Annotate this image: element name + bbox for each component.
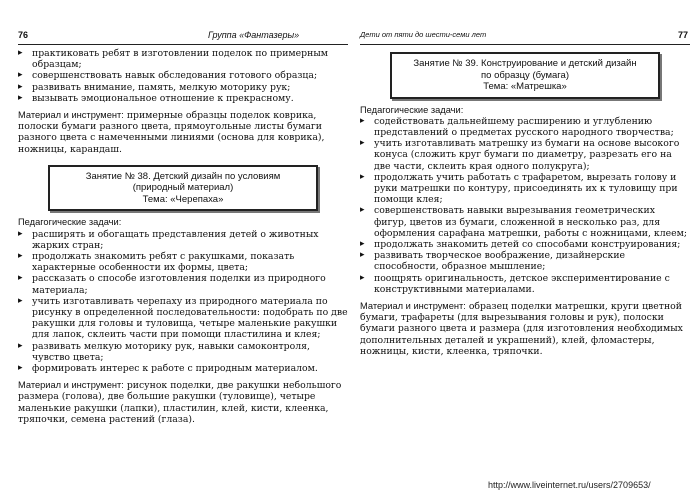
left-tasks-list xyxy=(18,229,348,375)
left-tasks-heading: Педагогические задачи: xyxy=(18,217,122,228)
list-item: ▸ расширять и обогащать представления детей о животных жарких стран; xyxy=(18,229,348,251)
list-item: ▸ рассказать о способе изготовления поделки из природного материала; xyxy=(18,273,348,295)
list-item: ▸ развивать внимание, память, мелкую моторику рук; xyxy=(18,82,348,93)
list-item: ▸ продолжать знакомить детей со способами конструирования; xyxy=(360,239,690,250)
list-item: ▸ совершенствовать навык обследования готового образца; xyxy=(18,70,348,81)
right-materials-paragraph xyxy=(360,301,690,357)
list-item: ▸ продолжать учить работать с трафаретом, вырезать голову и руки матрешки по контуру, присоединять их к туловищу при помощи клея; xyxy=(360,172,690,206)
list-item: ▸ учить изготавливать черепаху из природного материала по рисунку в определенной последовательности: подобрать по две ракушки для головы и туловища, четыре маленькие ракушки для лапок, склеить части при помощи пластилина и клея; xyxy=(18,296,348,341)
lesson-title-line: Тема: «Матрешка» xyxy=(483,81,567,92)
lesson-38-title-box xyxy=(48,165,318,212)
left-page xyxy=(18,0,348,494)
list-item: ▸ практиковать ребят в изготовлении поделок по примерным образцам; xyxy=(18,48,348,70)
list-item: ▸ вызывать эмоциональное отношение к прекрасному. xyxy=(18,93,348,104)
lesson-title-line: Занятие № 38. Детский дизайн по условиям xyxy=(85,170,281,182)
left-bullet-list-top xyxy=(18,48,348,104)
left-page-content xyxy=(18,48,348,425)
right-page-number: 77 xyxy=(677,30,688,40)
right-page-content xyxy=(360,48,690,357)
materials-text: образец поделки матрешки, круги цветной бумаги, трафареты (для вырезывания головы и рук), полоски бумаги разного цвета и размера (для изготовления необходимых дополнительных деталей и украшений), клей, фломастеры, ножницы, кисти, клеенка, тряпочки. xyxy=(360,300,683,357)
materials-label: Материал и инструмент: xyxy=(18,110,124,121)
list-item: ▸ развивать мелкую моторику рук, навыки самоконтроля, чувство цвета; xyxy=(18,341,348,363)
left-page-header xyxy=(18,30,348,45)
source-url: http://www.liveinternet.ru/users/2709653/ xyxy=(488,480,651,490)
left-materials2-paragraph xyxy=(18,380,348,425)
lesson-39-title-box xyxy=(390,52,660,99)
lesson-title-line: (природный материал) xyxy=(132,182,234,194)
right-page-header xyxy=(360,30,690,45)
list-item: ▸ поощрять оригинальность, детское экспериментирование с конструктивными материалами. xyxy=(360,273,690,295)
right-running-title: Дети от пяти до шести-семи лет xyxy=(360,30,487,39)
materials-text: примерные образцы поделок коврика, полоски бумаги разного цвета, прямоугольные листы бумаги разного цвета с намеченными линиями (основа для коврика), ножницы, карандаш. xyxy=(18,110,325,155)
list-item: ▸ совершенствовать навыки вырезывания геометрических фигур, цветов из бумаги, сложенной в несколько раз, для оформления сарафана матрешки, работы с ножницами, клеем; xyxy=(360,205,690,239)
right-page xyxy=(360,0,690,494)
left-running-title: Группа «Фантазеры» xyxy=(208,30,300,40)
lesson-title-line: по образцу (бумага) xyxy=(481,69,569,81)
list-item: ▸ формировать интерес к работе с природным материалом. xyxy=(18,363,348,374)
list-item: ▸ продолжать знакомить ребят с ракушками, показать характерные особенности их формы, цвета; xyxy=(18,251,348,273)
lesson-title-line: Занятие № 39. Конструирование и детский дизайн xyxy=(413,58,637,69)
list-item: ▸ учить изготавливать матрешку из бумаги на основе высокого конуса (сложить круг бумаги по диаметру, разрезать его на две части, склеить края одного полукруга); xyxy=(360,138,690,172)
lesson-title-line: Тема: «Черепаха» xyxy=(142,193,224,205)
right-tasks-heading: Педагогические задачи: xyxy=(360,104,464,115)
materials-text: рисунок поделки, две ракушки небольшого размера (голова), две большие ракушки (туловище), четыре маленькие ракушки (лапки), пластилин, клей, кисти, клеенка, тряпочки, семена растений (глаза). xyxy=(18,380,342,425)
list-item: ▸ развивать творческое воображение, дизайнерские способности, образное мышление; xyxy=(360,250,690,272)
materials-label: Материал и инструмент: xyxy=(360,300,466,311)
materials-label: Материал и инструмент: xyxy=(18,380,124,391)
right-tasks-list xyxy=(360,116,690,295)
left-page-number: 76 xyxy=(18,30,29,40)
list-item: ▸ содействовать дальнейшему расширению и углублению представлений о предметах русского народного творчества; xyxy=(360,116,690,138)
left-materials-paragraph xyxy=(18,110,348,155)
